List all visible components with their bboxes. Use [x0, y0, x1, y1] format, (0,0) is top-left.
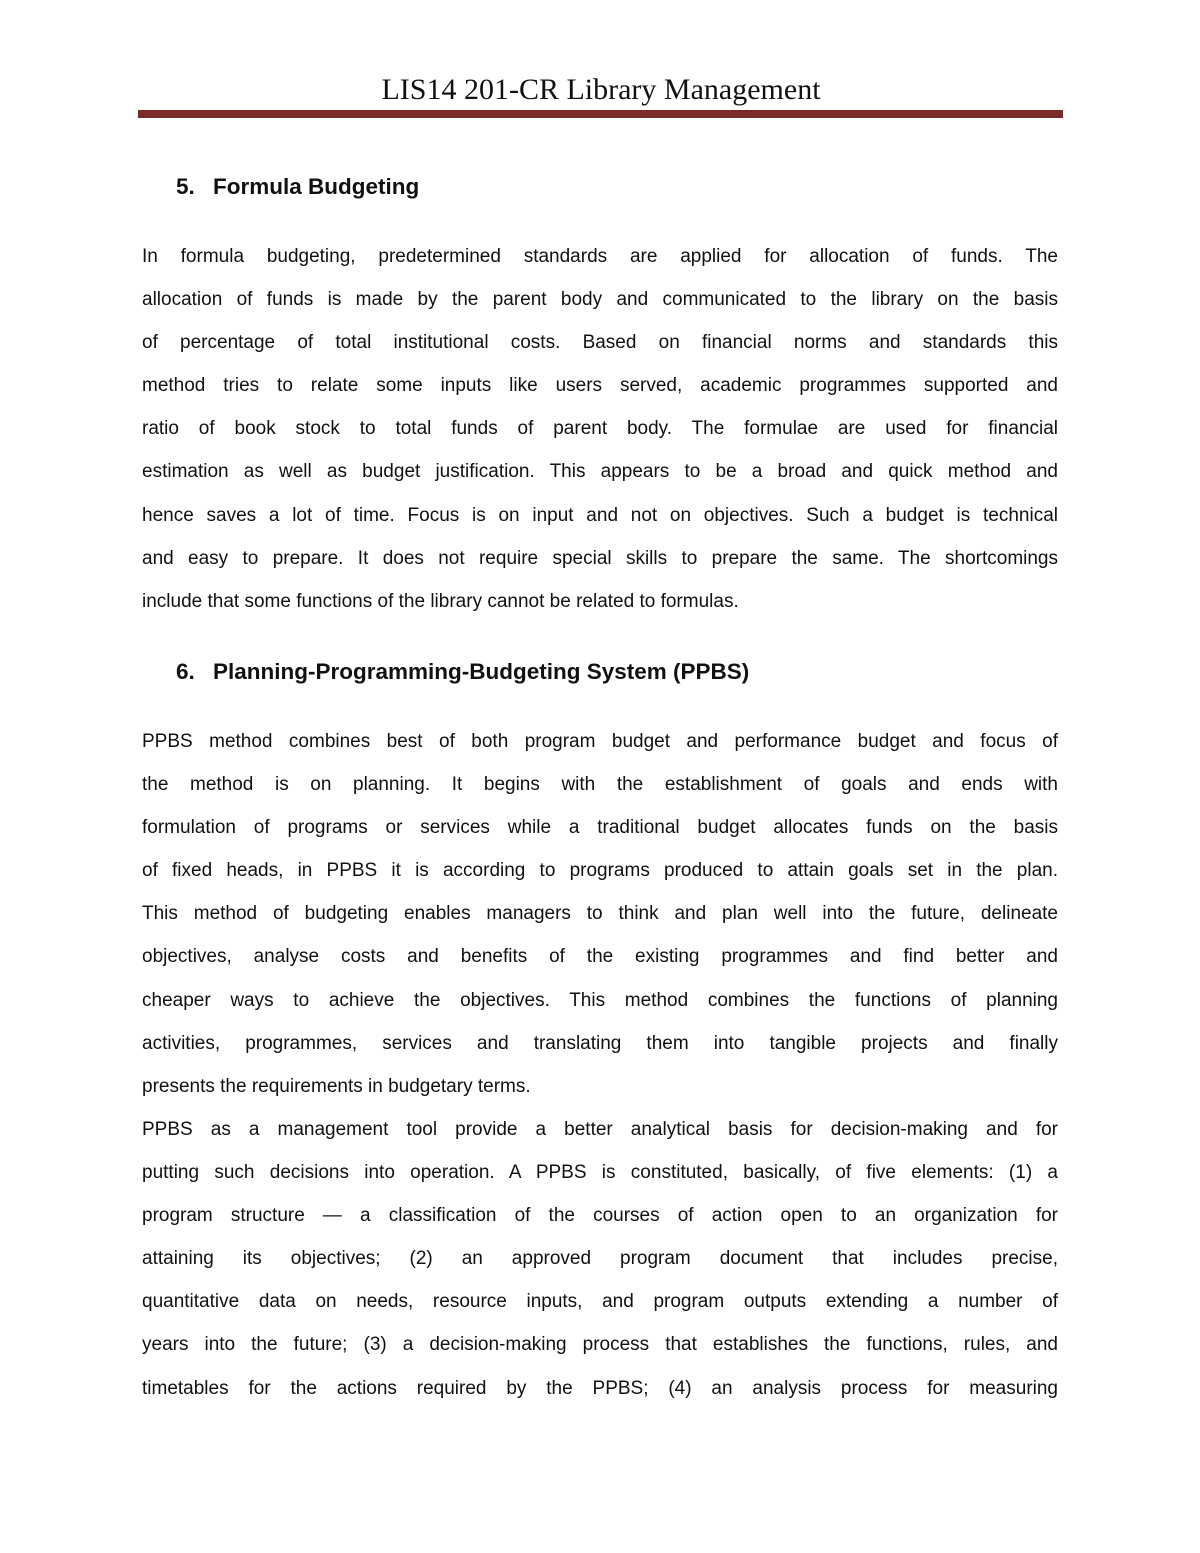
text-line: program structure — a classification of the courses of action open to an organization for [142, 1205, 1058, 1227]
text-line: hence saves a lot of time. Focus is on input and not on objectives. Such a budget is technical [142, 504, 1058, 526]
text-line: and easy to prepare. It does not require special skills to prepare the same. The shortcomings [142, 547, 1058, 569]
text-line: PPBS method combines best of both program budget and performance budget and focus of [142, 731, 1058, 752]
text-line: presents the requirements in budgetary terms. [142, 1075, 531, 1097]
section-number: 6. [176, 659, 195, 684]
text-line: quantitative data on needs, resource inputs, and program outputs extending a number of [142, 1291, 1058, 1313]
text-line: attaining its objectives; (2) an approved program document that includes precise, [142, 1248, 1058, 1270]
text-line: cheaper ways to achieve the objectives. This method combines the functions of planning [142, 989, 1058, 1011]
paragraph-ppbs-elements [142, 1108, 1058, 1410]
text-line: the method is on planning. It begins with the establishment of goals and ends with [142, 774, 1058, 796]
text-line: In formula budgeting, predetermined standards are applied for allocation of funds. The [142, 246, 1058, 267]
text-line: timetables for the actions required by the PPBS; (4) an analysis process for measuring [142, 1377, 1058, 1399]
text-line: of percentage of total institutional costs. Based on financial norms and standards this [142, 332, 1058, 354]
section-heading-ppbs [176, 657, 749, 687]
text-line: This method of budgeting enables managers to think and plan well into the future, delineate [142, 903, 1058, 925]
text-line: years into the future; (3) a decision-making process that establishes the functions, rules, and [142, 1334, 1058, 1356]
text-line: putting such decisions into operation. A PPBS is constituted, basically, of five elements: (1) a [142, 1162, 1058, 1184]
section-title: Planning-Programming-Budgeting System (PPBS) [213, 659, 750, 684]
text-line: estimation as well as budget justification. This appears to be a broad and quick method and [142, 461, 1058, 483]
text-line: of fixed heads, in PPBS it is according to programs produced to attain goals set in the plan. [142, 860, 1058, 882]
text-line: allocation of funds is made by the parent body and communicated to the library on the basis [142, 289, 1058, 311]
text-line: include that some functions of the library cannot be related to formulas. [142, 590, 739, 612]
text-line: ratio of book stock to total funds of parent body. The formulae are used for financial [142, 418, 1058, 440]
paragraph-formula-budgeting [142, 235, 1058, 623]
section-heading-formula-budgeting [176, 172, 419, 202]
running-header-title: LIS14 201-CR Library Management [381, 73, 821, 106]
paragraph-ppbs-overview [142, 720, 1058, 1108]
section-title: Formula Budgeting [213, 174, 420, 199]
text-line: objectives, analyse costs and benefits of the existing programmes and find better and [142, 946, 1058, 968]
section-number: 5. [176, 174, 195, 199]
header-rule [138, 110, 1063, 118]
text-line: activities, programmes, services and translating them into tangible projects and finally [142, 1032, 1058, 1054]
text-line: formulation of programs or services while a traditional budget allocates funds on the basis [142, 817, 1058, 839]
text-line: method tries to relate some inputs like users served, academic programmes supported and [142, 375, 1058, 397]
text-line: PPBS as a management tool provide a better analytical basis for decision-making and for [142, 1119, 1058, 1140]
